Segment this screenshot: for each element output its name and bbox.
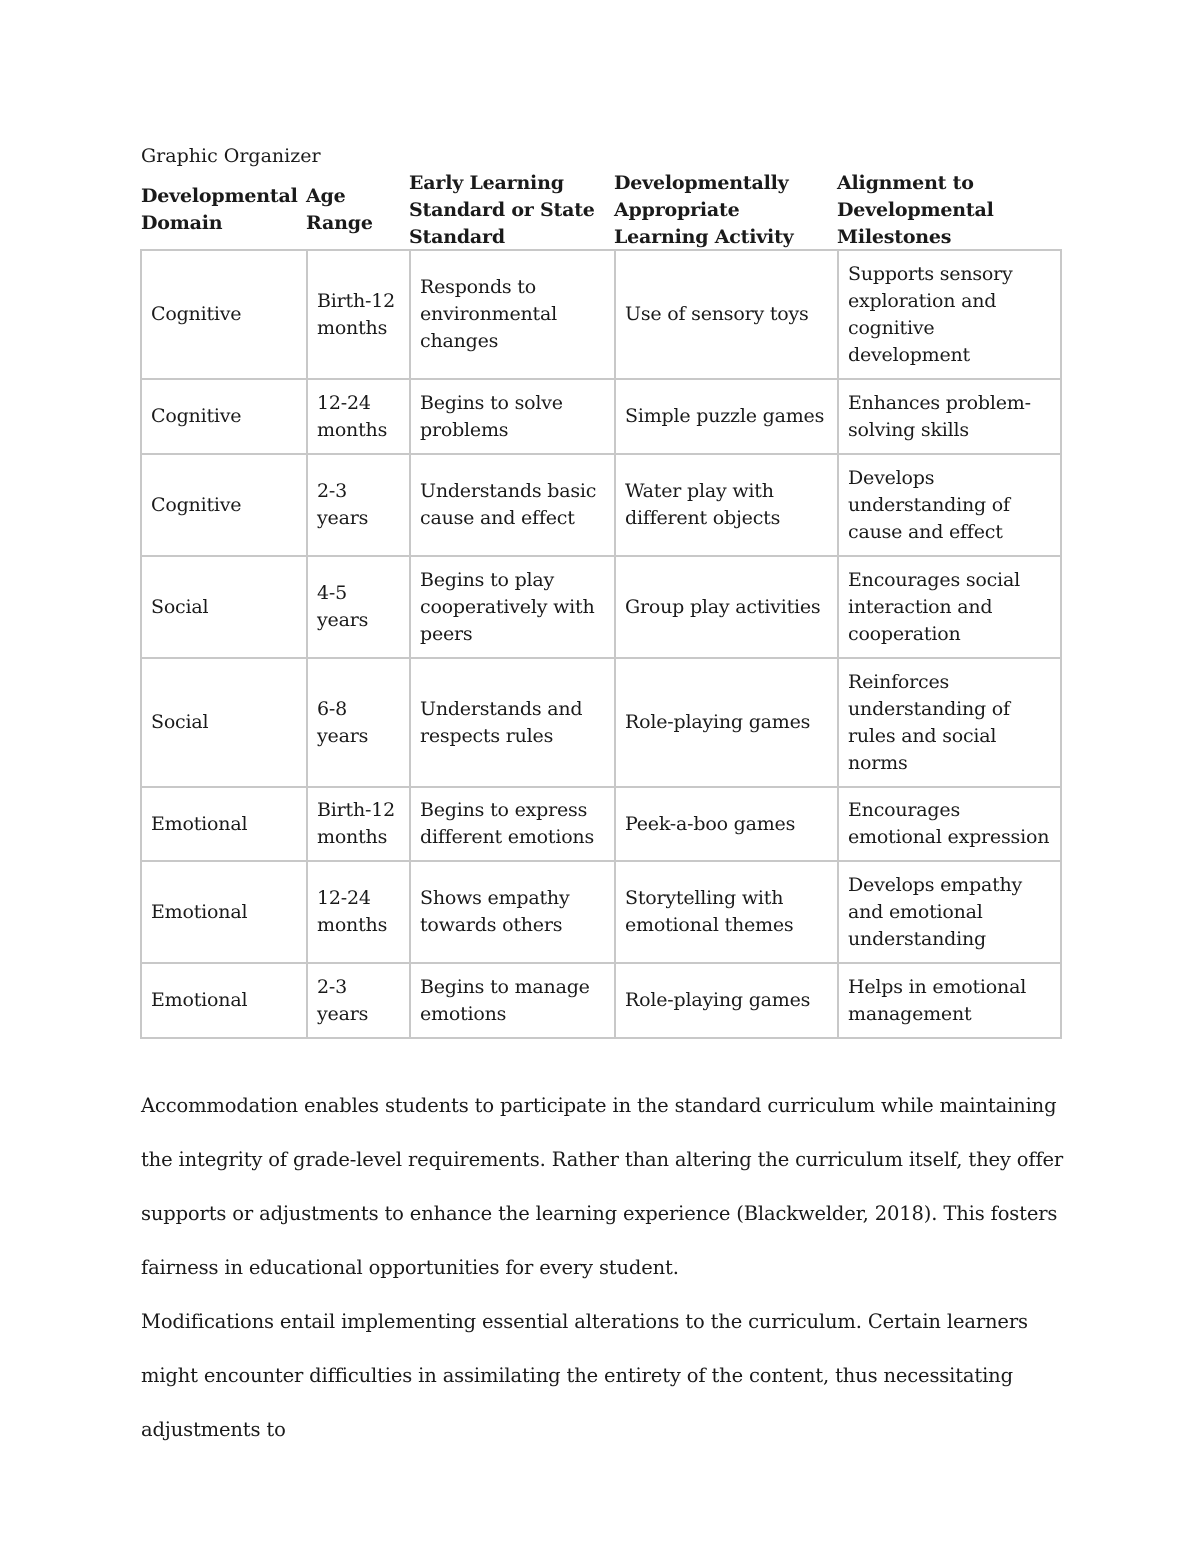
table-row <box>141 556 1061 658</box>
cell-age-range: Birth-12 months <box>307 787 410 861</box>
table-row <box>141 658 1061 787</box>
header-learning-activity <box>614 170 814 250</box>
table-row <box>141 454 1061 556</box>
cell-domain: Cognitive <box>141 454 307 556</box>
cell-standard: Understands and respects rules <box>410 658 615 787</box>
cell-domain: Cognitive <box>141 250 307 379</box>
cell-activity: Water play with different objects <box>615 454 838 556</box>
cell-activity: Group play activities <box>615 556 838 658</box>
cell-standard: Shows empathy towards others <box>410 861 615 963</box>
cell-age-range: 6-8 years <box>307 658 410 787</box>
table-row <box>141 787 1061 861</box>
table-row <box>141 379 1061 454</box>
header-label: Alignment to Developmental Milestones <box>837 171 994 248</box>
graphic-organizer-table <box>140 249 1062 1039</box>
cell-age-range: 2-3 years <box>307 454 410 556</box>
cell-alignment: Develops understanding of cause and effect <box>838 454 1061 556</box>
cell-domain: Emotional <box>141 963 307 1038</box>
table-header-row <box>141 170 1059 250</box>
header-developmental-domain <box>141 170 301 250</box>
document-title: Graphic Organizer <box>141 145 321 167</box>
cell-standard: Responds to environmental changes <box>410 250 615 379</box>
cell-domain: Social <box>141 658 307 787</box>
cell-alignment: Reinforces understanding of rules and social norms <box>838 658 1061 787</box>
header-age-range <box>306 170 396 250</box>
cell-domain: Cognitive <box>141 379 307 454</box>
table-row <box>141 861 1061 963</box>
cell-alignment: Encourages social interaction and cooperation <box>838 556 1061 658</box>
cell-standard: Begins to solve problems <box>410 379 615 454</box>
cell-standard: Begins to play cooperatively with peers <box>410 556 615 658</box>
cell-age-range: Birth-12 months <box>307 250 410 379</box>
cell-activity: Use of sensory toys <box>615 250 838 379</box>
cell-alignment: Helps in emotional management <box>838 963 1061 1038</box>
header-label: Developmentally Appropriate Learning Activity <box>614 171 794 248</box>
cell-domain: Social <box>141 556 307 658</box>
cell-alignment: Supports sensory exploration and cognitive development <box>838 250 1061 379</box>
header-label: Developmental Domain <box>141 185 298 234</box>
cell-alignment: Develops empathy and emotional understanding <box>838 861 1061 963</box>
cell-standard: Begins to express different emotions <box>410 787 615 861</box>
cell-activity: Simple puzzle games <box>615 379 838 454</box>
cell-standard: Begins to manage emotions <box>410 963 615 1038</box>
cell-age-range: 4-5 years <box>307 556 410 658</box>
cell-activity: Role-playing games <box>615 658 838 787</box>
header-learning-standard <box>409 170 599 250</box>
header-milestone-alignment <box>837 170 1012 250</box>
cell-domain: Emotional <box>141 861 307 963</box>
paragraph-modifications: Modifications entail implementing essential alterations to the curriculum. Certain learners might encounter difficulties in assimilating the entirety of the content, thus necessitating adjustments to <box>141 1310 1028 1441</box>
header-label: Early Learning Standard or State Standard <box>409 171 595 248</box>
cell-alignment: Encourages emotional expression <box>838 787 1061 861</box>
paragraph-accommodation: Accommodation enables students to participate in the standard curriculum while maintaining the integrity of grade-level requirements. Rather than altering the curriculum itself, they offer supports or adjustments to enhance the learning experience (Blackwelder, 2018). This fosters fairness in educational opportunities for every student. <box>141 1094 1064 1279</box>
table-row <box>141 250 1061 379</box>
cell-age-range: 12-24 months <box>307 379 410 454</box>
header-label: Age Range <box>306 185 373 234</box>
cell-age-range: 2-3 years <box>307 963 410 1038</box>
cell-activity: Peek-a-boo games <box>615 787 838 861</box>
cell-activity: Storytelling with emotional themes <box>615 861 838 963</box>
cell-alignment: Enhances problem-solving skills <box>838 379 1061 454</box>
table-row <box>141 963 1061 1038</box>
cell-domain: Emotional <box>141 787 307 861</box>
cell-standard: Understands basic cause and effect <box>410 454 615 556</box>
cell-age-range: 12-24 months <box>307 861 410 963</box>
cell-activity: Role-playing games <box>615 963 838 1038</box>
